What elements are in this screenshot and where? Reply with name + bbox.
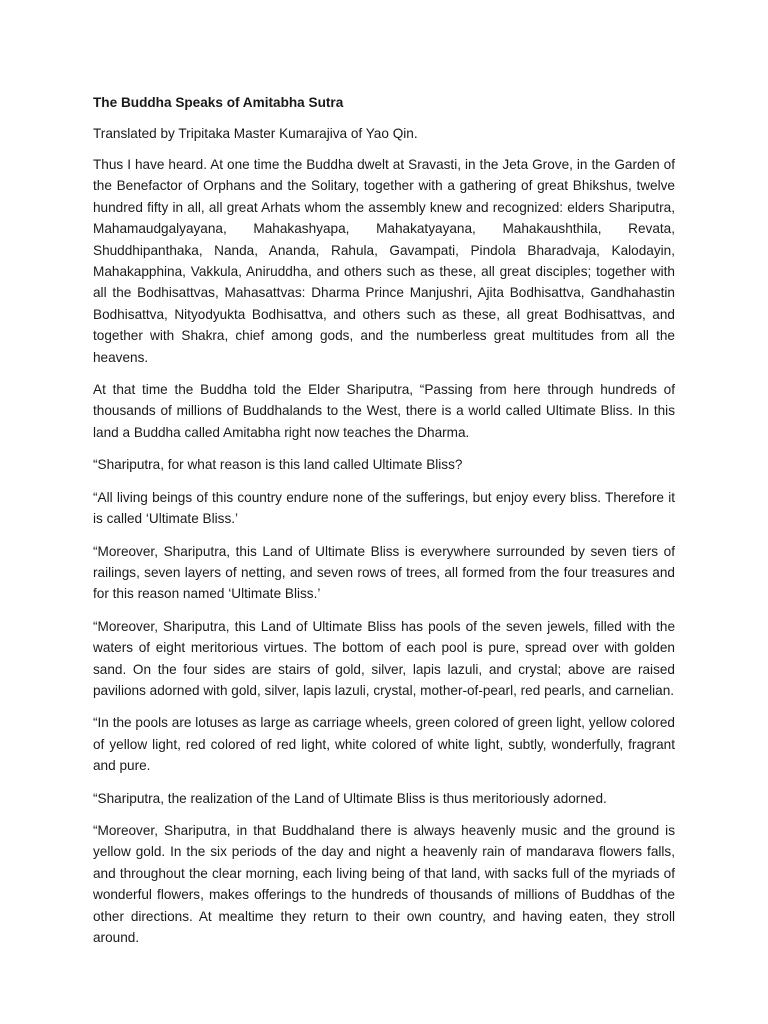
paragraph: “Shariputra, for what reason is this land called Ultimate Bliss? [93, 457, 463, 473]
document-subtitle: Translated by Tripitaka Master Kumarajiva of Yao Qin. [93, 126, 418, 141]
paragraph: “Shariputra, the realization of the Land of Ultimate Bliss is thus meritoriously adorned. [93, 790, 607, 806]
paragraph: “All living beings of this country endure none of the sufferings, but enjoy every bliss. Therefore it is called ‘Ultimate Bliss.’ [93, 489, 675, 527]
paragraph: “Moreover, Shariputra, this Land of Ultimate Bliss has pools of the seven jewels, filled with the waters of eight meritorious virtues. The bottom of each pool is pure, spread over with golden sand. On the four sides are stairs of gold, silver, lapis lazuli, and crystal; above are raised pavilions adorned with gold, silver, lapis lazuli, crystal, mother-of-pearl, red pearls, and carnelian. [93, 618, 675, 698]
paragraph: Thus I have heard. At one time the Buddha dwelt at Sravasti, in the Jeta Grove, in the Garden of the Benefactor of Orphans and the Solitary, together with a gathering of great Bhikshus, twelve hundred fifty in all, all great Arhats whom the assembly knew and recognized: elders Shariputra, Mahamaudgalyayana, Mahakashyapa, Mahakatyayana, Mahakaushthila, Revata, Shuddhipanthaka, Nanda, Ananda, Rahula, Gavampati, Pindola Bharadvaja, Kalodayin, Mahakapphina, Vakkula, Aniruddha, and others such as these, all great disciples; together with all the Bodhisattvas, Mahasattvas: Dharma Prince Manjushri, Ajita Bodhisattva, Gandhahastin Bodhisattva, Nityodyukta Bodhisattva, and others such as these, all great Bodhisattvas, and together with Shakra, chief among gods, and the numberless great multitudes from all the heavens. [93, 157, 675, 365]
paragraph: “Moreover, Shariputra, in that Buddhaland there is always heavenly music and the ground is yellow gold. In the six periods of the day and night a heavenly rain of mandarava flowers falls, and throughout the clear morning, each living being of that land, with sacks full of the myriads of wonderful flowers, makes offerings to the hundreds of thousands of millions of Buddhas of the other directions. At mealtime they return to their own country, and having eaten, they stroll around. [93, 822, 675, 945]
document-title: The Buddha Speaks of Amitabha Sutra [93, 95, 344, 110]
document-body [93, 93, 675, 959]
paragraph: “Moreover, Shariputra, this Land of Ultimate Bliss is everywhere surrounded by seven tiers of railings, seven layers of netting, and seven rows of trees, all formed from the four treasures and for this reason named ‘Ultimate Bliss.’ [93, 543, 675, 602]
paragraph: “In the pools are lotuses as large as carriage wheels, green colored of green light, yellow colored of yellow light, red colored of red light, white colored of white light, subtly, wonderfully, fragrant and pure. [93, 715, 675, 774]
paragraph: At that time the Buddha told the Elder Shariputra, “Passing from here through hundreds of thousands of millions of Buddhalands to the West, there is a world called Ultimate Bliss. In this land a Buddha called Amitabha right now teaches the Dharma. [93, 382, 675, 440]
